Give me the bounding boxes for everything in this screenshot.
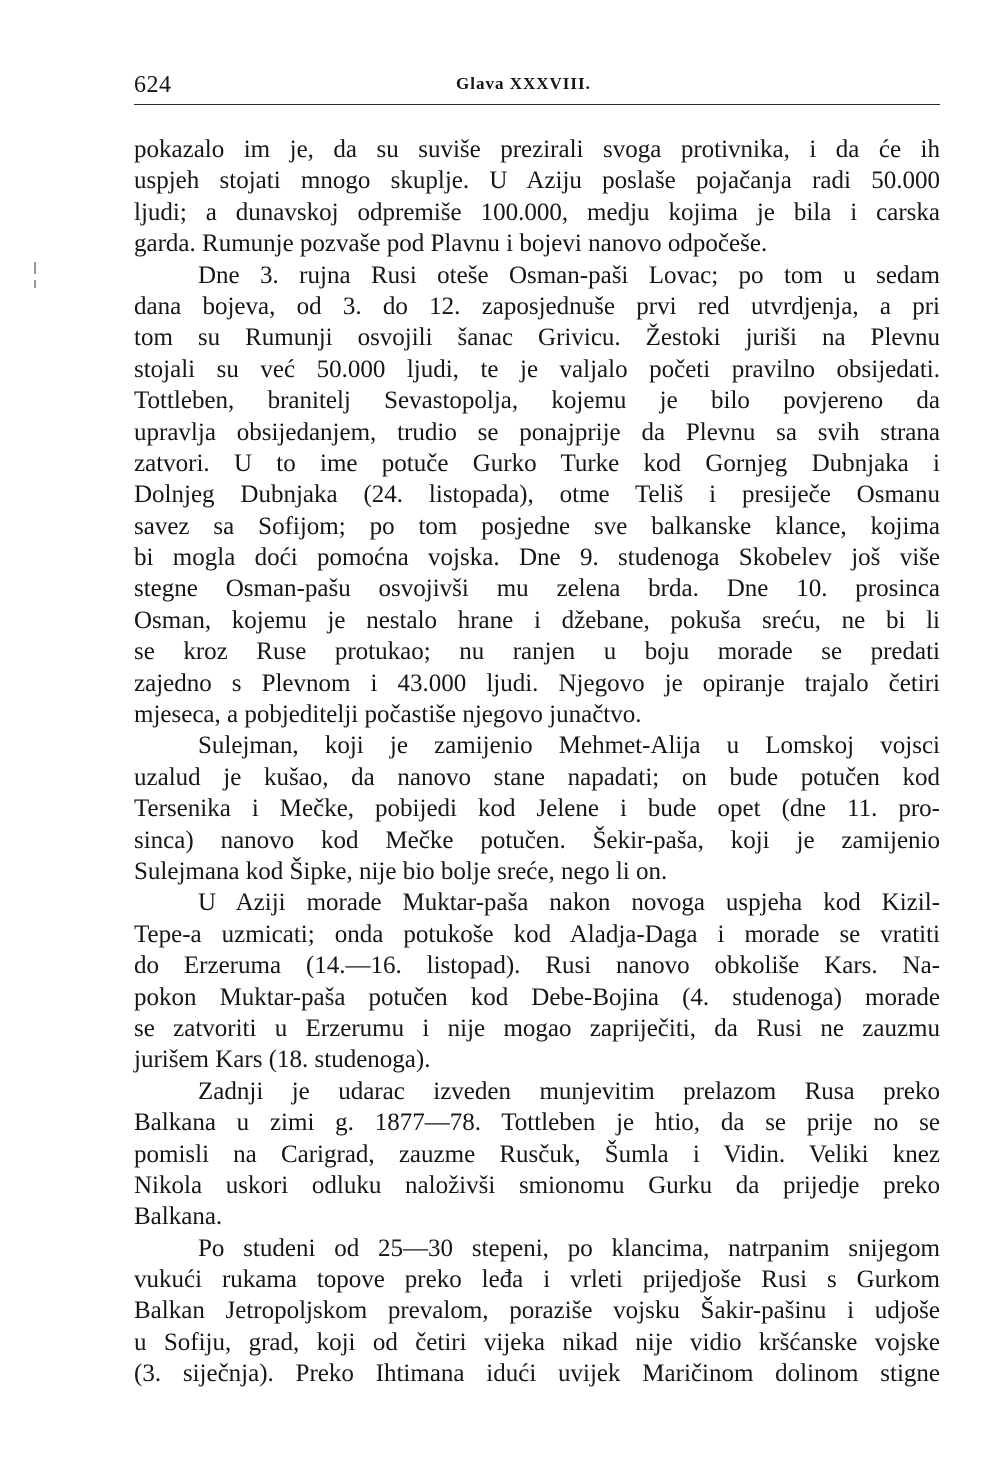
text-line: (3. siječnja). Preko Ihtimana idući uvijek Maričinom dolinom stigne (134, 1360, 940, 1388)
text-line: stojali su već 50.000 ljudi, te je valjalo početi pravilno obsijedati. (134, 355, 940, 383)
paragraph-2 (134, 260, 940, 731)
text-line: Tepe-a uzmicati; onda potukoše kod Aladja-Daga i morade se vratiti (134, 920, 940, 948)
text-line: bi mogla doći pomoćna vojska. Dne 9. studenoga Skobelev još više (134, 544, 940, 572)
text-line: se zatvoriti u Erzerumu i nije mogao zapriječiti, da Rusi ne zauzmu (134, 1014, 940, 1042)
text-line: Balkana u zimi g. 1877—78. Tottleben je htio, da se prije no se (134, 1109, 940, 1137)
text-line: Sulejman, koji je zamijenio Mehmet-Alija u Lomskoj vojsci (198, 732, 940, 760)
text-line: dana bojeva, od 3. do 12. zaposjednuše prvi red utvrdjenja, a pri (134, 292, 940, 320)
text-line: Po studeni od 25—30 stepeni, po klancima, natrpanim snijegom (198, 1234, 940, 1262)
text-line: uzalud je kušao, da nanovo stane napadati; on bude potučen kod (134, 763, 940, 791)
text-line: Tersenika i Mečke, pobijedi kod Jelene i bude opet (dne 11. pro- (134, 795, 940, 823)
text-line: vukući rukama topove preko leđa i vrleti prijedjoše Rusi s Gurkom (134, 1266, 940, 1294)
text-line: pomisli na Carigrad, zauzme Rusčuk, Šumla i Vidin. Veliki knez (134, 1140, 940, 1168)
running-head (134, 70, 940, 104)
text-line: Tottleben, branitelj Sevastopolja, kojemu je bilo povjereno da (134, 387, 940, 415)
margin-mark (34, 262, 36, 274)
page-number: 624 (134, 72, 172, 98)
paragraph-4 (134, 887, 940, 1075)
text-line: pokazalo im je, da su suviše prezirali svoga protivnika, i da će ih (134, 136, 940, 163)
text-line: Balkana. (134, 1203, 223, 1231)
text-line: U Aziji morade Muktar-paša nakon novoga uspjeha kod Kizil- (198, 889, 940, 917)
text-line: sinca) nanovo kod Mečke potučen. Šekir-paša, koji je zamijenio (134, 826, 940, 854)
text-line: ljudi; a dunavskoj odpremiše 100.000, medju kojima je bila i carska (134, 198, 940, 226)
text-line: savez sa Sofijom; po tom posjedne sve balkanske klance, kojima (134, 512, 940, 540)
text-line: u Sofiju, grad, koji od četiri vijeka nikad nije vidio kršćanske vojske (134, 1328, 940, 1356)
text-line: uspjeh stojati mnogo skuplje. U Aziju poslaše pojačanja radi 50.000 (134, 167, 940, 195)
paragraph-1 (134, 134, 940, 260)
header-rule (134, 104, 940, 105)
paragraph-5 (134, 1076, 940, 1233)
text-line: Sulejmana kod Šipke, nije bio bolje sreće, nego li on. (134, 857, 668, 885)
text-line: se kroz Ruse protukao; nu ranjen u boju morade se predati (134, 638, 940, 666)
body-text (134, 134, 940, 1390)
paragraph-6 (134, 1233, 940, 1390)
text-line: upravlja obsijedanjem, trudio se ponajprije da Plevnu sa svih strana (134, 418, 940, 446)
chapter-title: Glava XXXVIII. (456, 74, 591, 93)
text-line: do Erzeruma (14.—16. listopad). Rusi nanovo obkoliše Kars. Na- (134, 952, 940, 980)
text-line: stegne Osman-pašu osvojivši mu zelena brda. Dne 10. prosinca (134, 575, 940, 603)
text-line: Zadnji je udarac izveden munjevitim prelazom Rusa preko (198, 1077, 940, 1105)
text-line: Balkan Jetropoljskom prevalom, poraziše vojsku Šakir-pašinu i udjoše (134, 1297, 940, 1325)
text-line: tom su Rumunji osvojili šanac Grivicu. Žestoki juriši na Plevnu (134, 324, 940, 352)
text-line: garda. Rumunje pozvaše pod Plavnu i bojevi nanovo odpočeše. (134, 230, 768, 258)
text-line: jurišem Kars (18. studenoga). (134, 1046, 431, 1074)
margin-mark (34, 280, 36, 288)
text-line: mjeseca, a pobjeditelji počastiše njegovo junačtvo. (134, 701, 642, 729)
paragraph-3 (134, 730, 940, 887)
text-line: Osman, kojemu je nestalo hrane i džebane, pokuša sreću, ne bi li (134, 606, 940, 634)
text-line: Dne 3. rujna Rusi oteše Osman-paši Lovac; po tom u sedam (198, 261, 940, 289)
text-line: zatvori. U to ime potuče Gurko Turke kod Gornjeg Dubnjaka i (134, 449, 940, 477)
text-line: Nikola uskori odluku naloživši smionomu Gurku da prijedje preko (134, 1171, 940, 1199)
text-line: zajedno s Plevnom i 43.000 ljudi. Njegovo je opiranje trajalo četiri (134, 669, 940, 697)
text-line: pokon Muktar-paša potučen kod Debe-Bojina (4. studenoga) morade (134, 983, 940, 1011)
text-line: Dolnjeg Dubnjaka (24. listopada), otme Teliš i presiječe Osmanu (134, 481, 940, 509)
